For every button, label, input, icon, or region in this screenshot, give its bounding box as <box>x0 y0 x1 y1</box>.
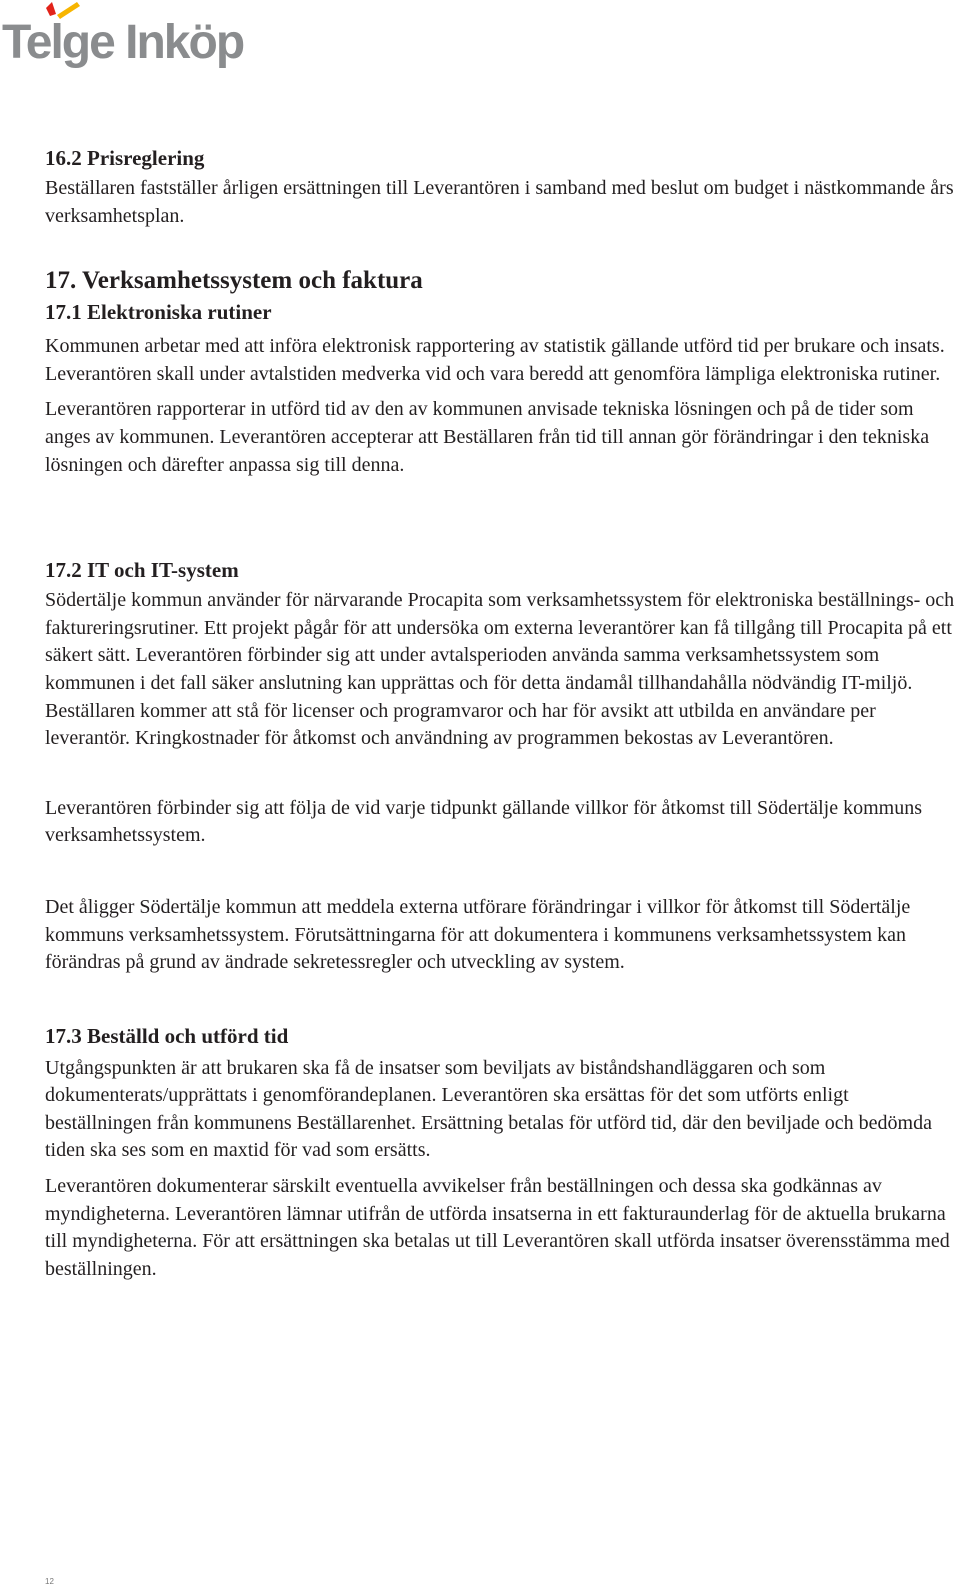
paragraph-17-3-1: Utgångspunkten är att brukaren ska få de insatser som beviljats av biståndshandläggaren och som dokumenterats/upprättats i genomförandeplanen. Leverantören ska ersättas för det som utförts enligt beställningen från kommunens Beställarenhet. Ersättning betalas för utförd tid, där den beviljade och bedömda tiden ska ses som en maxtid för vad som ersätts. <box>45 1056 932 1162</box>
paragraph-17-3-2: Leverantören dokumenterar särskilt eventuella avvikelser från beställningen och dessa ska godkännas av myndigheterna. Leverantören lämnar utifrån de utförda insatserna in ett fakturaunderlag för de aktuella brukarna till myndigheterna. För att ersättningen ska betalas ut till Leverantören skall utförda insatser överensstämma med beställningen. <box>45 1175 950 1280</box>
heading-17-3: 17.3 Beställd och utförd tid <box>45 1023 289 1048</box>
paragraph-17-2-1: Södertälje kommun använder för närvarande Procapita som verksamhetssystem för elektroniska beställnings- och faktureringsrutiner. Ett projekt pågår för att undersöka om externa leverantörer kan få tillgång till Procapita på ett säkert sätt. Leverantören förbinder sig att under avtalsperioden använda samma verksamhetssystem som kommunen i det fall säker anslutning kan upprättas och för detta ändamål tillhandahålla nödvändig IT-miljö. Beställaren kommer att stå för licenser och programvaror och har för avsikt att utbilda en användare per leverantör. Kringkostnader för åtkomst och användning av programmen bekostas av Leverantören. <box>45 589 955 750</box>
heading-16-2: 16.2 Prisreglering <box>45 146 205 170</box>
paragraph-17-2-2: Leverantören förbinder sig att följa de vid varje tidpunkt gällande villkor för åtkomst till Södertälje kommuns verksamhetssystem. <box>45 796 923 847</box>
logo-text: Telge Inköp <box>2 16 244 69</box>
page-number: 12 <box>45 1577 54 1586</box>
paragraph-16-2-1: Beställaren fastställer årligen ersättningen till Leverantören i samband med beslut om budget i nästkommande års verksamhetsplan. <box>45 177 954 227</box>
heading-17-1: 17.1 Elektroniska rutiner <box>45 300 272 325</box>
paragraph-17-1-2: Leverantören rapporterar in utförd tid av den av kommunen anvisade tekniska lösningen och på de tider som anges av kommunen. Leverantören accepterar att Beställaren från tid till annan gör förändringar i den tekniska lösningen och därefter anpassa sig till denna. <box>45 398 930 476</box>
paragraph-17-1-1: Kommunen arbetar med att införa elektronisk rapportering av statistik gällande utförd tid per brukare och insats. Leverantören skall under avtalstiden medverka vid och vara beredd att genomföra lämpliga elektroniska rutiner. <box>45 335 945 385</box>
paragraph-17-2-3: Det åligger Södertälje kommun att meddela externa utförare förändringar i villkor för åtkomst till Södertälje kommuns verksamhetssystem. Förutsättningarna för att dokumentera i kommunens verksamhetssystem kan förändras på grund av ändrade sekretessregler och utveckling av system. <box>45 895 911 974</box>
logo-red-mark <box>46 2 56 16</box>
document-body <box>45 143 960 1283</box>
heading-17: 17. Verksamhetssystem och faktura <box>45 267 423 295</box>
heading-17-2: 17.2 IT och IT-system <box>45 558 239 583</box>
telge-inkop-logo <box>2 0 244 74</box>
